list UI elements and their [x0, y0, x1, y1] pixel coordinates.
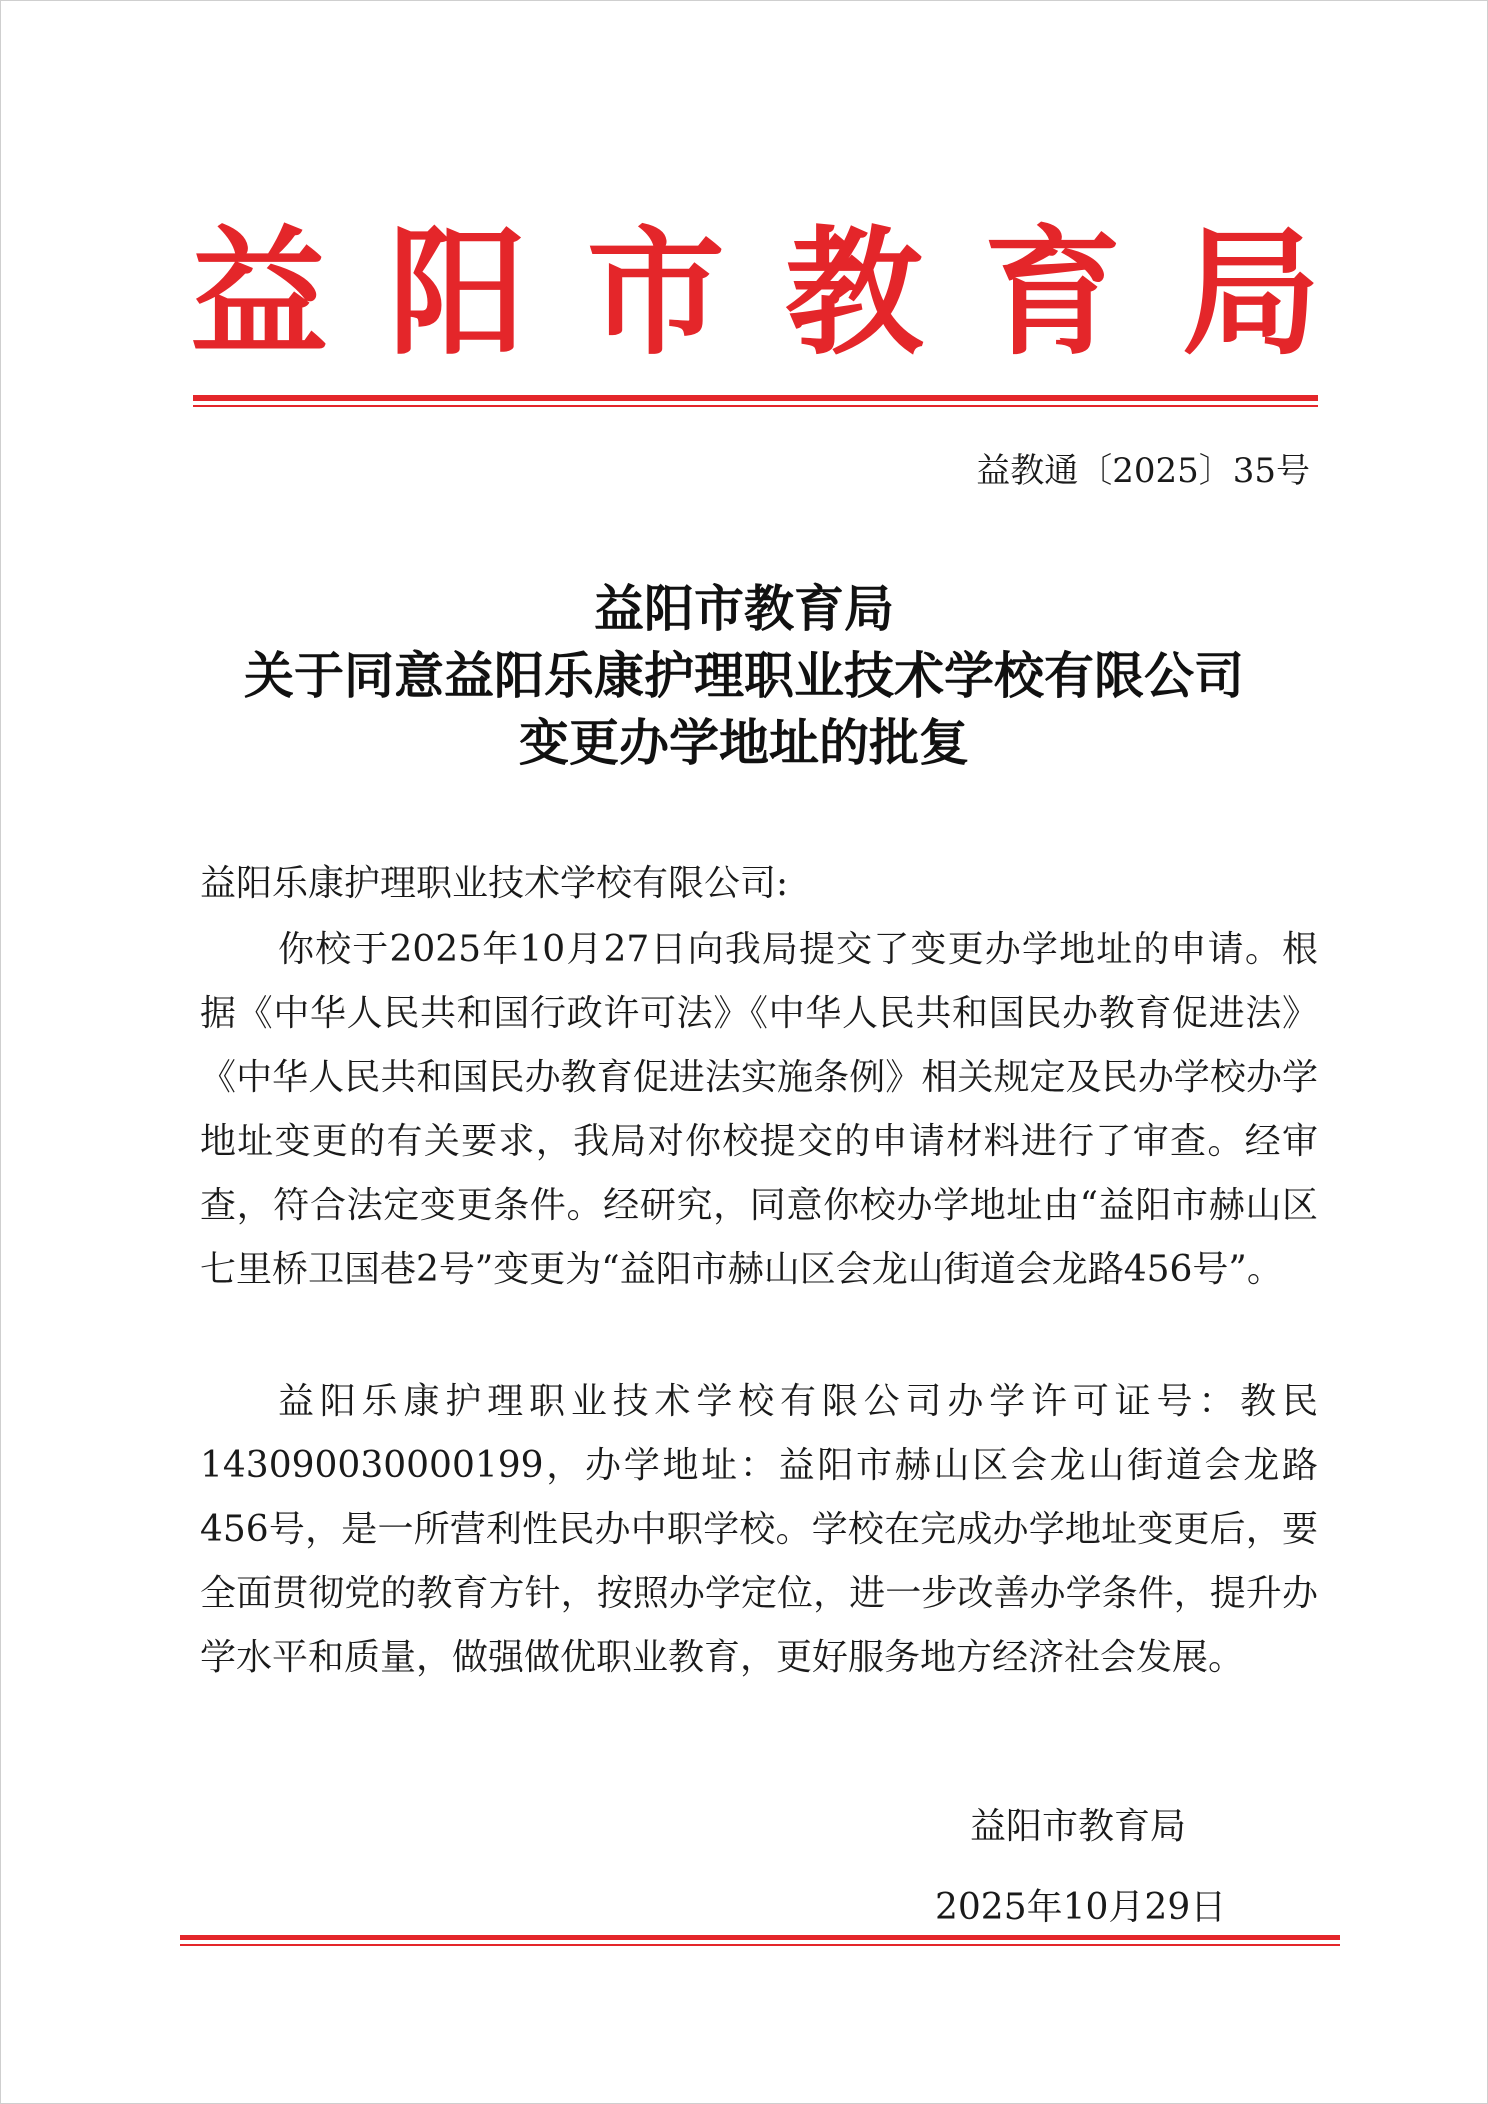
document-title-line: 关于同意益阳乐康护理职业技术学校有限公司	[244, 647, 1244, 705]
body-paragraph: 你校于2025年10月27日向我局提交了变更办学地址的申请。根据《中华人民共和国行政许可法》《中华人民共和国民办教育促进法》《中华人民共和国民办教育促进法实施条例》相关规定及民办学校办学地址变更的有关要求，我局对你校提交的申请材料进行了审查。经审查，符合法定变更条件。经研究，同意你校办学地址由“益阳市赫山区七里桥卫国巷2号”变更为“益阳市赫山区会龙山街道会龙路456号”。	[200, 929, 1318, 1290]
document-title-line: 变更办学地址的批复	[519, 714, 969, 772]
masthead	[190, 211, 1320, 374]
footer-divider-thin	[180, 1944, 1340, 1946]
masthead-divider-thin	[193, 405, 1318, 407]
masthead-divider-thick	[193, 395, 1318, 401]
masthead-char: 教	[785, 211, 924, 374]
document-title-line: 益阳市教育局	[594, 580, 894, 638]
signature-organization: 益阳市教育局	[970, 1806, 1187, 1847]
signature-date: 2025年10月29日	[935, 1887, 1227, 1928]
masthead-char: 益	[190, 211, 329, 374]
masthead-char: 阳	[388, 211, 527, 374]
document-number: 益教通〔2025〕35号	[976, 451, 1310, 491]
salutation: 益阳乐康护理职业技术学校有限公司:	[200, 863, 789, 904]
footer-divider-thick	[180, 1935, 1340, 1940]
masthead-char: 局	[1181, 211, 1320, 374]
body-paragraph: 益阳乐康护理职业技术学校有限公司办学许可证号：教民143090030000199，办学地址：益阳市赫山区会龙山街道会龙路456号，是一所营利性民办中职学校。学校在完成办学地址变更后，要全面贯彻党的教育方针，按照办学定位，进一步改善办学条件，提升办学水平和质量，做强做优职业教育，更好服务地方经济社会发展。	[200, 1381, 1318, 1678]
masthead-char: 市	[586, 211, 725, 374]
masthead-char: 育	[983, 211, 1122, 374]
